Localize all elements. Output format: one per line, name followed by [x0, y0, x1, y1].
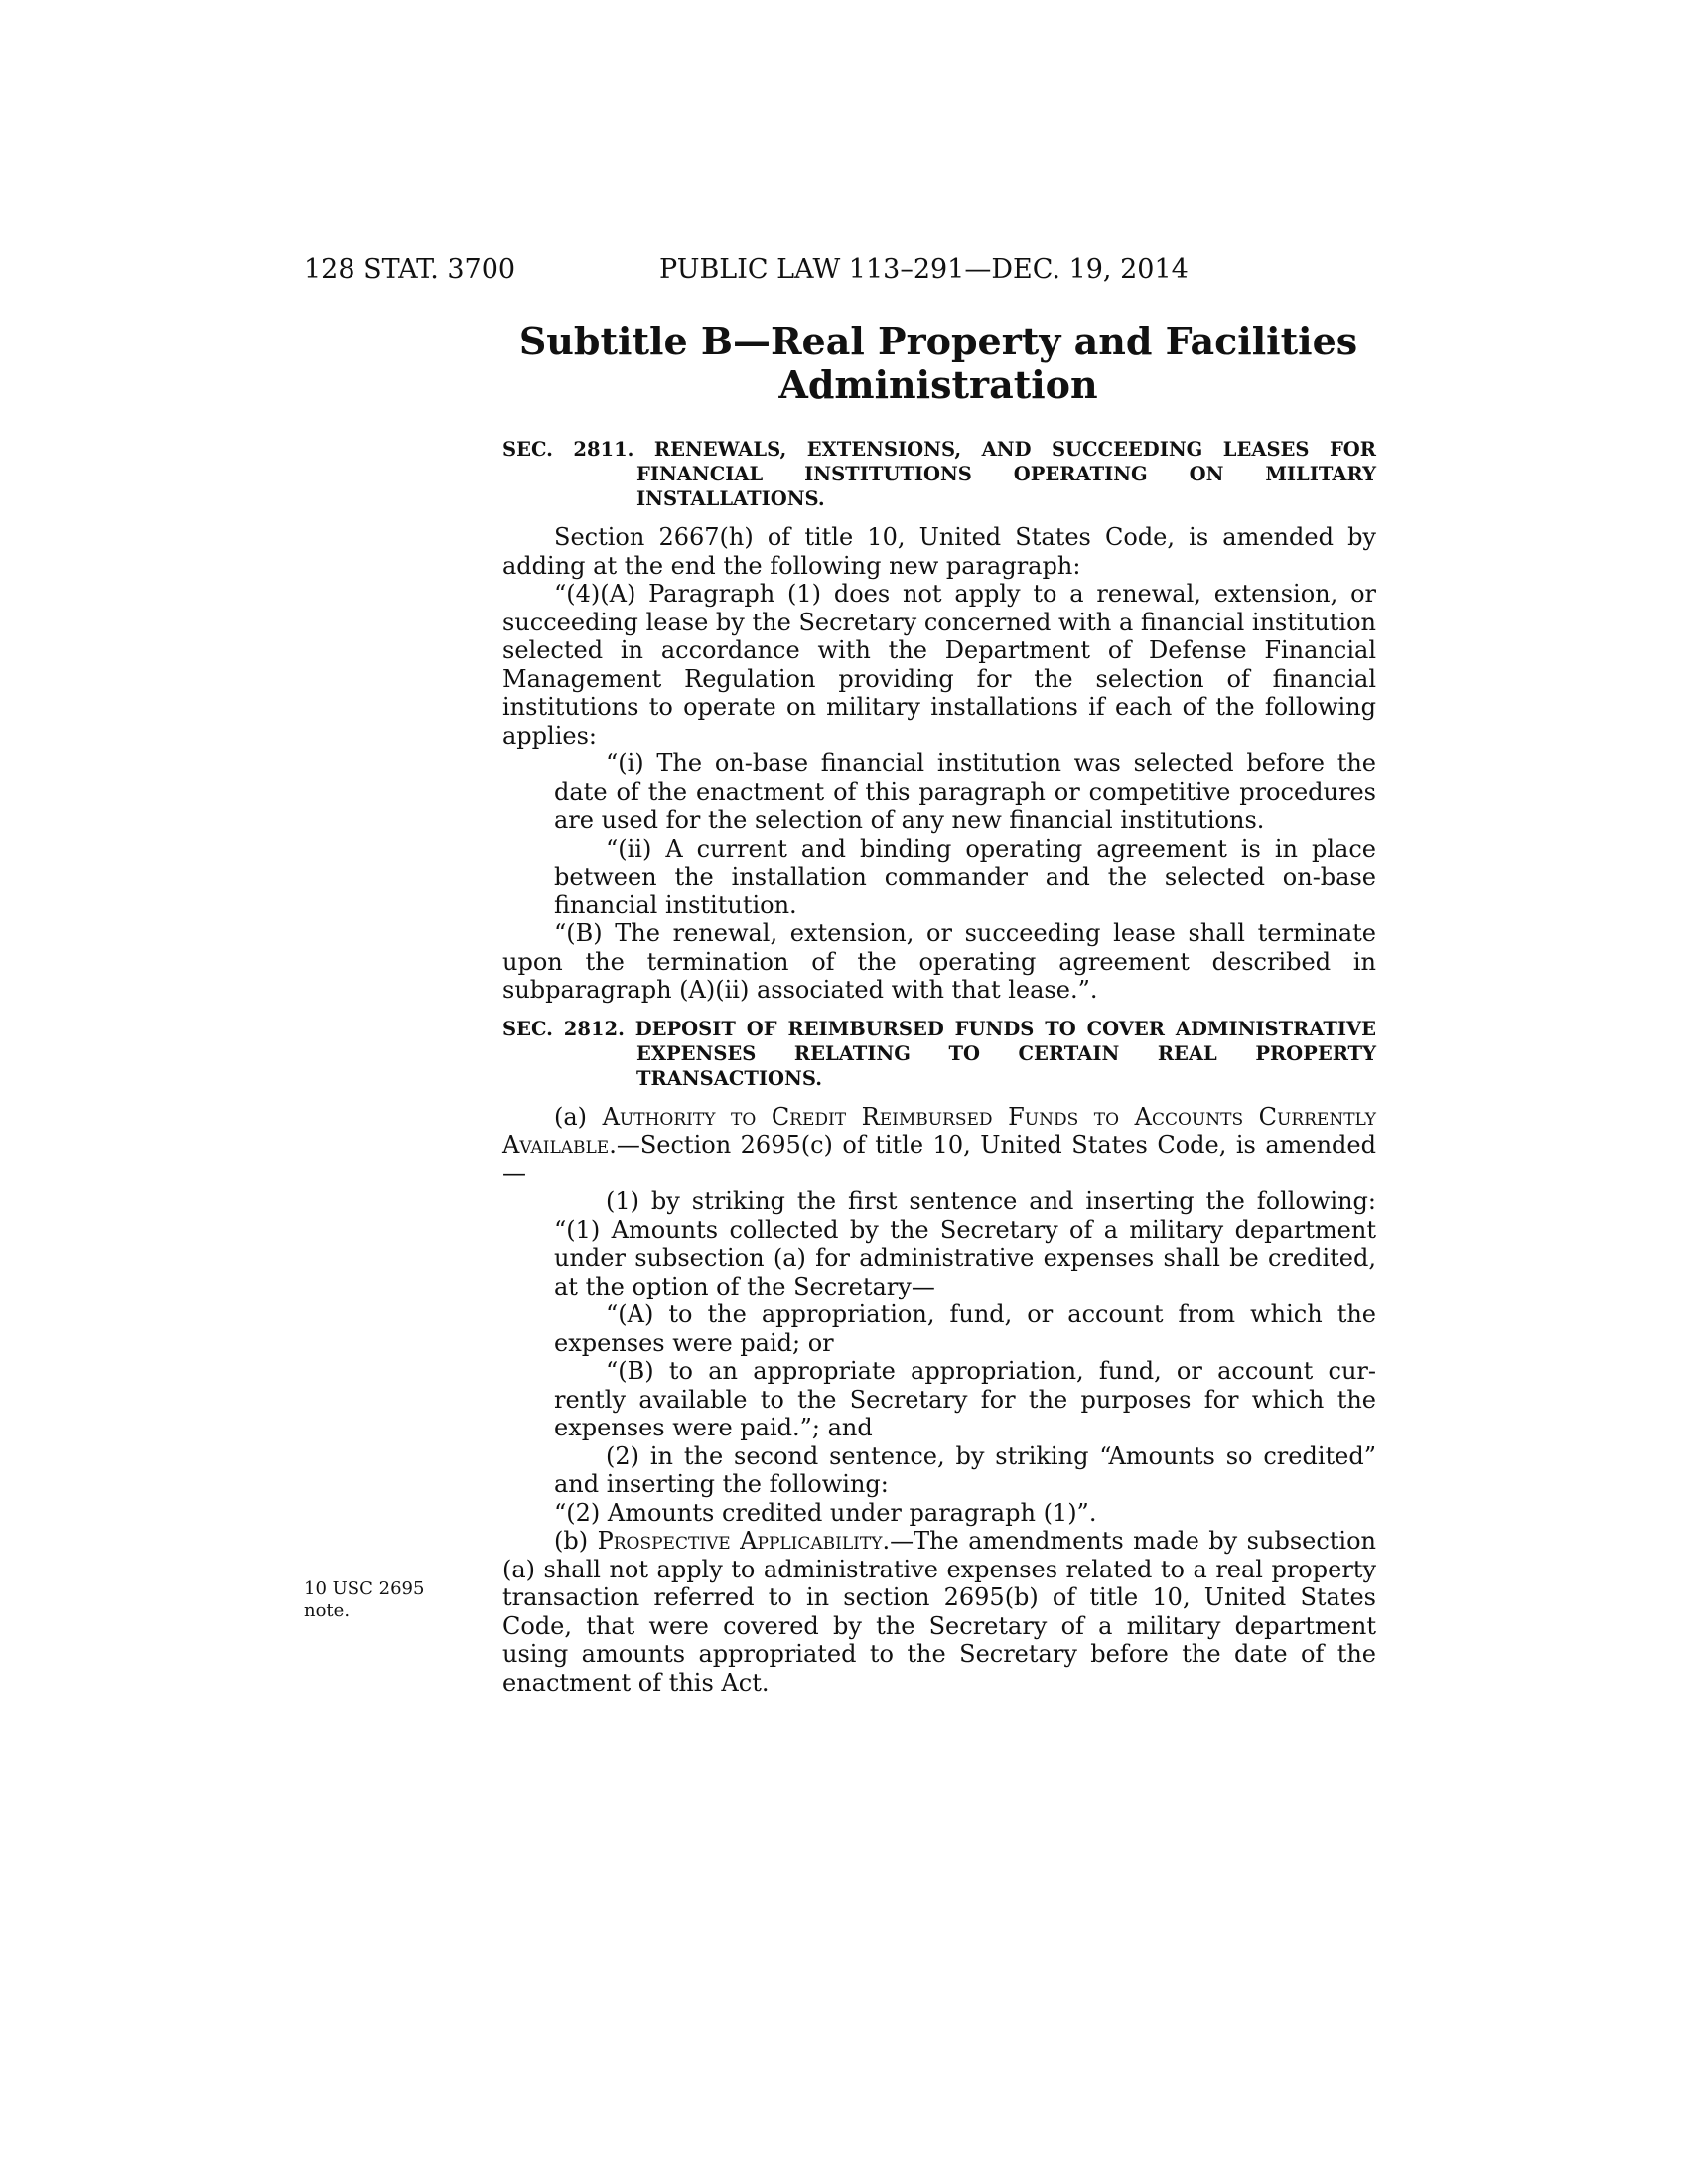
sec-2811-heading: SEC. 2811. RENEWALS, EXTENSIONS, AND SUCCEEDING LEASES FOR FINANCIAL INSTITUTIONS OPERATING ON MILITARY INSTALLATIONS.	[502, 438, 1376, 510]
sec-2811-para-4a: “(4)(A) Paragraph (1) does not apply to a renewal, extension, or succeeding lease by the Secretary concerned with a financial institution selected in accordance with the Department of Defense Financial Management Regulation providing for the selection of financial institutions to operate on military installations if each of the following applies:	[502, 580, 1376, 750]
subsection-b-text: —The amendments made by subsection (a) shall not apply to administrative expenses related to a real property transaction referred to in section 2695(b) of title 10, United States Code, that were covered by the Secretary of a military department using amounts appropriated to the Secretary before the date of the enactment of this Act.	[502, 1527, 1377, 1697]
sec-2811-clause-i: “(i) The on-base financial institution was selected before the date of the enactment of this paragraph or competitive procedures are used for the selection of any new financial institutions.	[554, 750, 1376, 834]
subtitle-heading	[496, 320, 1380, 407]
sec-2812-para-2: (2) in the second sentence, by striking “Amounts so credited” and inserting the following:	[554, 1441, 1376, 1498]
margin-note-line-2: note.	[304, 1600, 351, 1621]
public-law-date: PUBLIC LAW 113–291—DEC. 19, 2014	[659, 254, 1189, 285]
subsection-b-label: (b)	[554, 1527, 598, 1555]
sec-2812-para-a: “(A) to the appropriation, fund, or account from which the expenses were paid; or	[554, 1300, 1376, 1357]
running-head	[304, 250, 1376, 290]
body-text	[502, 437, 1376, 1697]
sec-2812-para-2-quote: “(2) Amounts credited under paragraph (1)”.	[554, 1498, 1097, 1527]
sec-2811-para-b: “(B) The renewal, extension, or succeeding lease shall terminate upon the termination of the operating agreement described in subparagraph (A)(ii) associated with that lease.”.	[502, 919, 1376, 1004]
sec-2811-intro: Section 2667(h) of title 10, United States Code, is amended by adding at the end the following new paragraph:	[502, 523, 1376, 580]
sec-2811-clause-ii: “(ii) A current and binding operating agreement is in place between the installation commander and the selected on-base financial institution.	[554, 834, 1376, 919]
stat-page-number: 128 STAT. 3700	[304, 254, 516, 285]
subtitle-line-2: Administration	[778, 362, 1098, 407]
sec-2812-para-b: “(B) to an appropriate appropriation, fund, or account currently available to the Secretary for the purposes for which the expenses were paid.”; and	[554, 1357, 1376, 1441]
subsection-b-caption: Prospective Applicability.	[597, 1527, 891, 1555]
sec-2812-subsection-a	[502, 1103, 1376, 1188]
sec-2812-subsection-b	[502, 1527, 1376, 1697]
margin-note-usc	[304, 1578, 453, 1622]
subsection-a-caption: Authority to Credit Reimbursed Funds to Accounts Currently Available.	[502, 1102, 1376, 1159]
margin-note-line-1: 10 USC 2695	[304, 1578, 425, 1599]
sec-2812-heading: SEC. 2812. DEPOSIT OF REIMBURSED FUNDS TO COVER ADMINISTRATIVE EXPENSES RELATING TO CERTAIN REAL PROPERTY TRANSACTIONS.	[502, 1017, 1376, 1090]
subtitle-line-1: Subtitle B—Real Property and Facilities	[518, 319, 1358, 363]
subsection-a-text: —Section 2695(c) of title 10, United States Code, is amended—	[502, 1131, 1376, 1187]
subsection-a-label: (a)	[554, 1102, 603, 1131]
sec-2812-para-1: (1) by striking the first sentence and inserting the following: “(1) Amounts collected by the Secretary of a military department under subsection (a) for administrative expenses shall be credited, at the option of the Secretary—	[554, 1187, 1376, 1300]
